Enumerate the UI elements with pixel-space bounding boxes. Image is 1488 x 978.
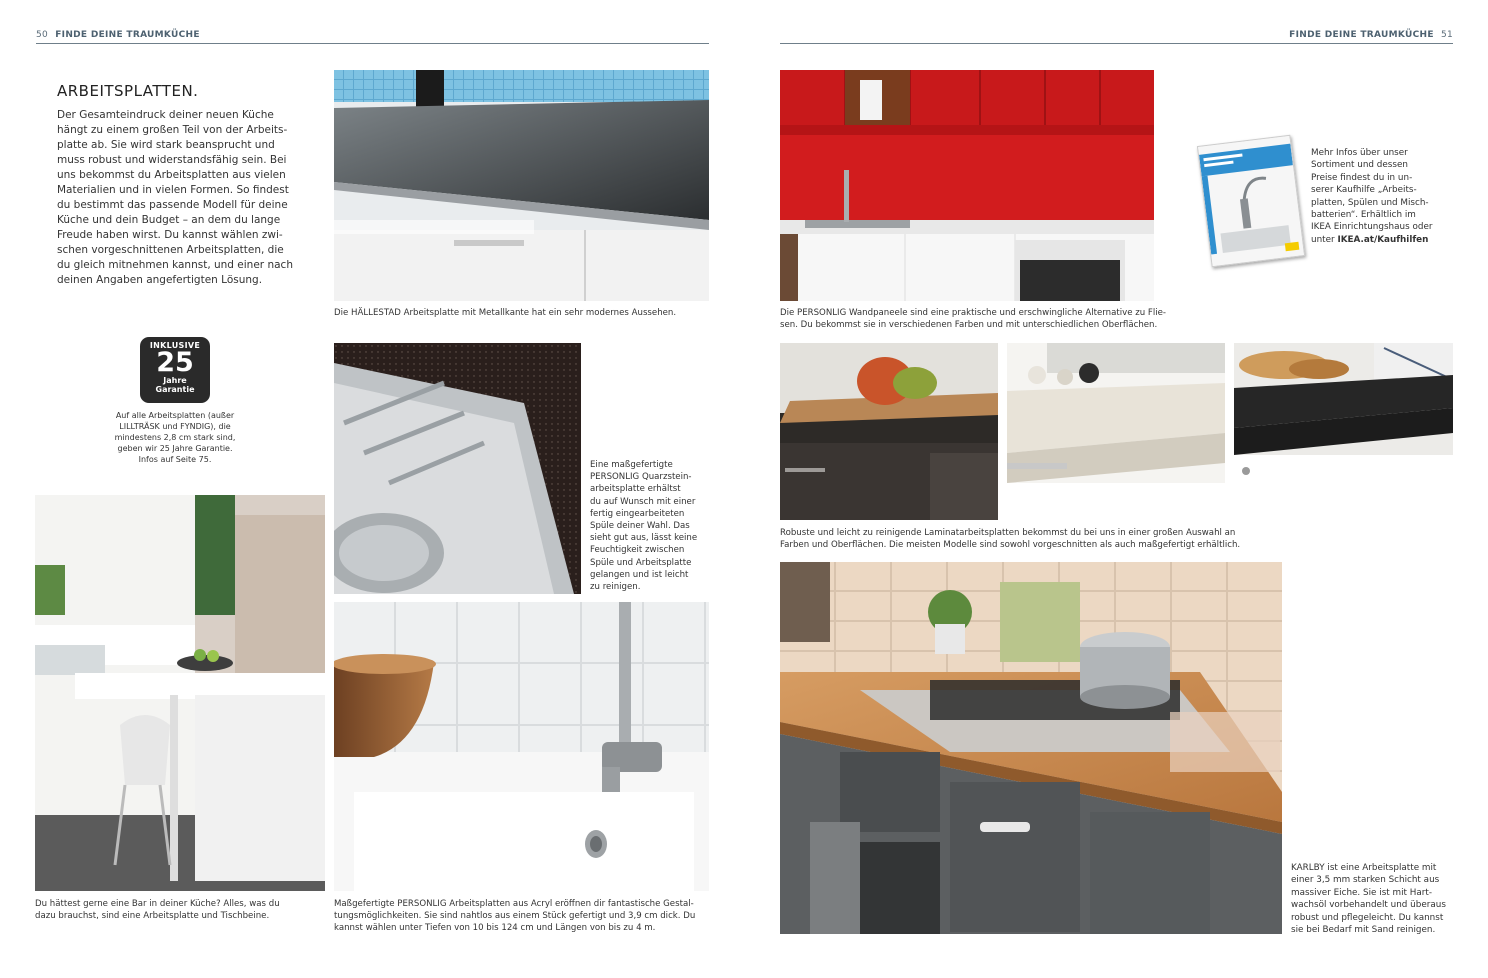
- karlby-caption-line: massiver Eiche. Sie ist mit Hart-: [1291, 887, 1433, 898]
- quartz-caption-line: Spüle deiner Wahl. Das: [590, 521, 690, 532]
- warranty-note-line: LILLTRÄSK und FYNDIG), die: [119, 422, 231, 431]
- left-page-title: FINDE DEINE TRAUMKÜCHE: [55, 30, 200, 40]
- brochure-last-line: [1311, 234, 1461, 246]
- karlby-caption-line: einer 3,5 mm starken Schicht aus: [1291, 875, 1440, 886]
- brochure-cover: [1197, 135, 1305, 268]
- warranty-badge: [140, 337, 210, 403]
- laminate-caption-line: Farben und Oberflächen. Die meisten Modelle sind sowohl vorgeschnitten als auch maßgefertigt erhältlich.: [780, 540, 1241, 551]
- brochure-line: serer Kaufhilfe „Arbeits-: [1311, 185, 1417, 196]
- warranty-note-line: mindestens 2,8 cm stark sind,: [114, 433, 236, 442]
- brochure-line: Mehr Infos über unser: [1311, 148, 1408, 158]
- laminate-black-photo: [1234, 343, 1453, 520]
- intro-line: platte ab. Sie wird stark beansprucht und: [57, 139, 275, 151]
- karlby-caption-line: robust und pflegeleicht. Du kannst: [1291, 912, 1444, 923]
- warranty-badge-number: 25: [156, 347, 194, 378]
- karlby-caption: [1291, 862, 1466, 936]
- left-header-rule: [36, 43, 709, 44]
- intro-line: Der Gesamteindruck deiner neuen Küche: [57, 109, 274, 121]
- brochure-link-prefix: unter: [1311, 234, 1338, 245]
- laminate-light-stone-photo: [1007, 343, 1225, 520]
- brochure-line: platten, Spülen und Misch-: [1311, 197, 1429, 208]
- right-page-header: [780, 30, 1453, 40]
- karlby-caption-line: KARLBY ist eine Arbeitsplatte mit: [1291, 863, 1437, 873]
- bar-kitchen-photo: [35, 495, 325, 891]
- bar-caption-line: Du hättest gerne eine Bar in deiner Küche? Alles, was du: [35, 899, 280, 909]
- intro-line: deinen Angaben angefertigten Lösung.: [57, 274, 263, 286]
- brochure-line: IKEA Einrichtungshaus oder: [1311, 222, 1433, 233]
- acryl-caption-line: Maßgefertigte PERSONLIG Arbeitsplatten aus Acryl eröffnen dir fantastische Gestal-: [334, 899, 694, 909]
- intro-line: Küche und dein Budget – an dem du lange: [57, 214, 281, 226]
- right-page-title: FINDE DEINE TRAUMKÜCHE: [1289, 30, 1434, 40]
- red-wall-panel-photo: [780, 70, 1154, 301]
- quartz-caption-line: Feuchtigkeit zwischen: [590, 545, 685, 556]
- warranty-note-line: geben wir 25 Jahre Garantie.: [117, 444, 233, 453]
- quartz-caption: [590, 459, 710, 593]
- quartz-caption-line: zu reinigen.: [590, 582, 641, 593]
- quartz-caption-line: gelangen und ist leicht: [590, 569, 689, 580]
- left-page-number: 50: [36, 30, 49, 40]
- intro-line: schen vorgeschnittenen Arbeitsplatten, die: [57, 244, 284, 256]
- laminate-caption: [780, 527, 1470, 551]
- bar-caption: [35, 898, 335, 922]
- warranty-note-line: Auf alle Arbeitsplatten (außer: [115, 411, 235, 420]
- intro-line: du bestimmt das passende Modell für deine: [57, 199, 288, 211]
- right-page-number: 51: [1440, 30, 1453, 40]
- quartz-caption-line: fertig eingearbeiteten: [590, 508, 685, 519]
- intro-line: du gleich mitnehmen kannst, und einer nach: [57, 259, 293, 271]
- warranty-badge-line1: Jahre: [163, 376, 187, 385]
- quartz-caption-line: PERSONLIG Quarzstein-: [590, 472, 692, 483]
- karlby-caption-line: sie bei Bedarf mit Sand reinigen.: [1291, 925, 1436, 936]
- left-page-header: [36, 30, 709, 40]
- intro-line: muss robust und widerstandsfähig sein. Bei: [57, 154, 287, 166]
- acryl-sink-photo: [334, 602, 709, 891]
- warranty-badge-line2: Garantie: [155, 385, 195, 394]
- laminate-dark-wood-photo: [780, 343, 998, 520]
- brochure-line: Preise findest du in un-: [1311, 172, 1413, 183]
- karlby-oak-worktop-photo: [780, 562, 1282, 934]
- quartz-sink-photo: [334, 343, 581, 594]
- warranty-badge-top: INKLUSIVE: [149, 341, 201, 350]
- wandpaneele-caption: [780, 307, 1180, 331]
- acryl-caption: [334, 898, 724, 935]
- brochure-line: batterien“. Erhältlich im: [1311, 210, 1416, 221]
- hallestad-caption: Die HÄLLESTAD Arbeitsplatte mit Metallkante hat ein sehr modernes Aussehen.: [334, 308, 677, 318]
- quartz-caption-line: Eine maßgefertigte: [590, 460, 673, 470]
- acryl-caption-line: tungsmöglichkeiten. Sie sind nahtlos aus einem Stück gefertigt und 3,9 cm dick. Du: [334, 911, 696, 922]
- warranty-note-line: Infos auf Seite 75.: [138, 455, 212, 464]
- quartz-caption-line: du auf Wunsch mit einer: [590, 496, 696, 507]
- intro-line: Freude haben wirst. Du kannst wählen zwi-: [57, 229, 283, 241]
- brochure-link[interactable]: IKEA.at/Kaufhilfen: [1337, 234, 1429, 245]
- wandpaneele-caption-line: sen. Du bekommst sie in verschiedenen Farben und mit unterschiedlichen Oberflächen.: [780, 320, 1158, 331]
- intro-text: [57, 108, 307, 288]
- warranty-note: [100, 410, 250, 465]
- right-header-rule: [780, 43, 1453, 44]
- acryl-caption-line: kannst wählen unter Tiefen von 10 bis 124 cm und Längen von bis zu 4 m.: [334, 923, 656, 934]
- page-heading: ARBEITSPLATTEN.: [57, 82, 199, 100]
- laminate-caption-line: Robuste und leicht zu reinigende Laminatarbeitsplatten bekommst du bei uns in einer großen Auswahl an: [780, 528, 1236, 538]
- intro-line: uns bekommst du Arbeitsplatten aus vielen: [57, 169, 286, 181]
- quartz-caption-line: arbeitsplatte erhältst: [590, 484, 681, 495]
- brochure-text: [1311, 147, 1461, 246]
- quartz-caption-line: Spüle und Arbeitsplatte: [590, 557, 692, 568]
- wandpaneele-caption-line: Die PERSONLIG Wandpaneele sind eine praktische und erschwingliche Alternative zu Flie-: [780, 308, 1167, 318]
- intro-line: Materialien und in vielen Formen. So findest: [57, 184, 289, 196]
- intro-line: hängt zu einem großen Teil von der Arbeits-: [57, 124, 288, 136]
- karlby-caption-line: wachsöl vorbehandelt und überaus: [1291, 900, 1446, 911]
- hallestad-worktop-photo: [334, 70, 709, 301]
- bar-caption-line: dazu brauchst, sind eine Arbeitsplatte und Tischbeine.: [35, 911, 270, 922]
- quartz-caption-line: sieht gut aus, lässt keine: [590, 533, 698, 544]
- brochure-line: Sortiment und dessen: [1311, 160, 1408, 171]
